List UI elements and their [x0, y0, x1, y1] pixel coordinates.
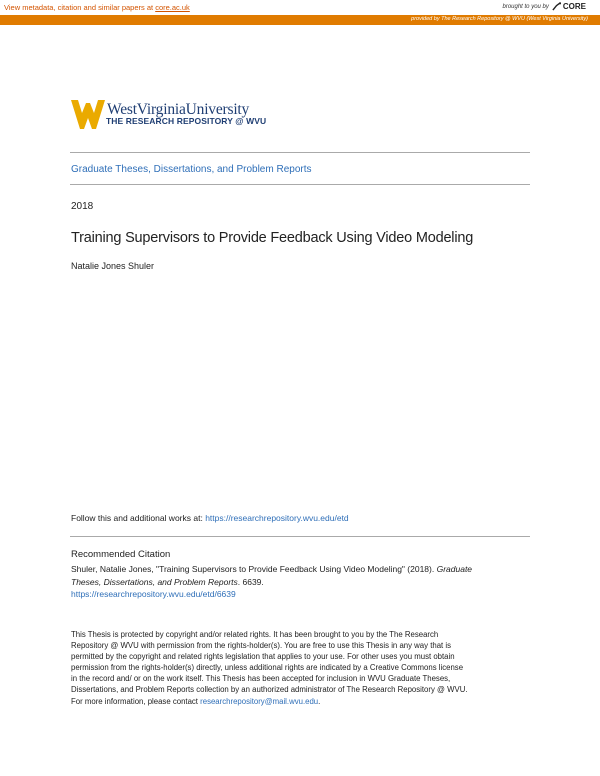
- core-banner: [0, 0, 600, 15]
- etd-link[interactable]: https://researchrepository.wvu.edu/etd: [205, 513, 349, 523]
- brought-by-text: brought to you by: [502, 3, 549, 10]
- citation-text: [71, 563, 531, 601]
- contact-email-link[interactable]: researchrepository@mail.wvu.edu: [200, 696, 319, 706]
- metadata-text: View metadata, citation and similar papers at: [4, 3, 156, 12]
- rights-line: Dissertations, and Problem Reports collection by an authorized administrator of The Research Repository @ WVU.: [71, 685, 468, 695]
- publication-year: 2018: [71, 201, 94, 212]
- rights-line: Repository @ WVU with permission from the rights-holder(s). You are free to use this Thesis in any way that is: [71, 641, 452, 651]
- rights-line: permitted by the copyright and related rights legislation that applies to your use. For other uses you must obtain: [71, 652, 455, 662]
- provider-bar: [0, 15, 600, 25]
- document-title: Training Supervisors to Provide Feedback Using Video Modeling: [71, 230, 474, 246]
- wvu-logo[interactable]: [70, 97, 290, 137]
- citation-url[interactable]: https://researchrepository.wvu.edu/etd/6639: [71, 589, 236, 599]
- citation-series: Graduate: [436, 564, 473, 574]
- contact-period: .: [318, 696, 321, 706]
- flying-wv-icon: [70, 97, 106, 133]
- core-label: CORE: [562, 2, 586, 11]
- repository-name: THE RESEARCH REPOSITORY @ WVU: [106, 116, 267, 126]
- rights-line: This Thesis is protected by copyright and/or related rights. It has been brought to you by the The Research: [71, 630, 439, 639]
- rights-statement: [71, 629, 533, 707]
- core-icon: [552, 2, 561, 11]
- citation-heading: Recommended Citation: [71, 549, 171, 560]
- citation-plain: Shuler, Natalie Jones, "Training Supervisors to Provide Feedback Using Video Modeling" (2018).: [71, 564, 437, 574]
- core-link[interactable]: core.ac.uk: [155, 3, 190, 12]
- divider: [70, 184, 530, 185]
- provided-by-text: provided by The Research Repository @ WVU (West Virginia University): [411, 16, 588, 22]
- metadata-notice: [4, 3, 190, 12]
- brought-by: [503, 2, 587, 11]
- rights-line: permission from the rights-holder(s) directly, unless additional rights are indicated by a Creative Commons license: [71, 663, 464, 673]
- divider: [70, 152, 530, 153]
- divider: [70, 536, 530, 537]
- university-name: WestVirginiaUniversity: [107, 101, 250, 118]
- follow-text: Follow this and additional works at:: [71, 513, 206, 523]
- collection-link[interactable]: Graduate Theses, Dissertations, and Problem Reports: [71, 164, 312, 175]
- follow-line: [71, 513, 349, 523]
- rights-contact-line: [71, 696, 533, 707]
- citation-series-cont: Theses, Dissertations, and Problem Reports: [71, 576, 238, 587]
- contact-text: For more information, please contact: [71, 696, 201, 706]
- citation-number: . 6639.: [237, 576, 264, 587]
- author-name: Natalie Jones Shuler: [71, 261, 155, 271]
- rights-line: in the record and/ or on the work itself. This Thesis has been accepted for inclusion in WVU Graduate Theses,: [71, 674, 451, 684]
- core-logo[interactable]: [552, 2, 586, 11]
